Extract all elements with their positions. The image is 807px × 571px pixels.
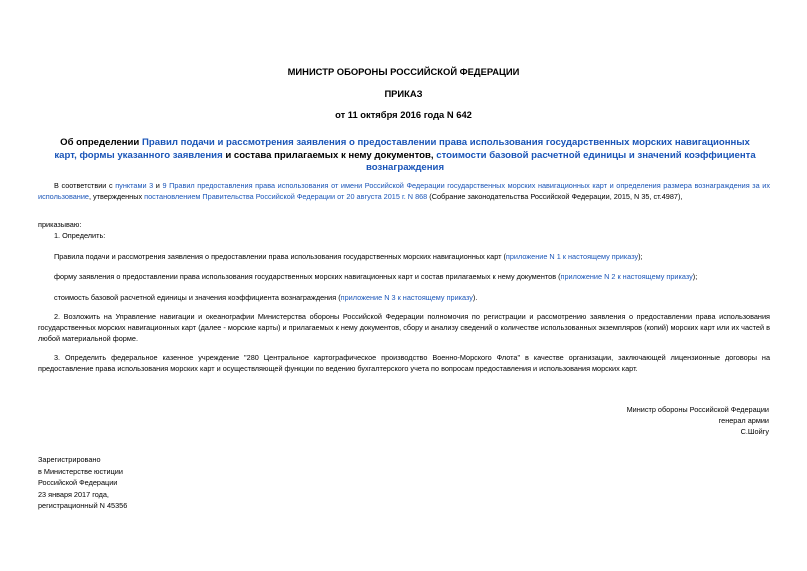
title-link-rules[interactable]: Правил подачи и рассмотрения заявления о предоставлении права использования государственных морских навигационных карт, формы указанного заявления xyxy=(54,137,750,161)
appendix3-link[interactable]: приложение N 3 к настоящему приказу xyxy=(340,293,473,302)
minister-heading: МИНИСТР ОБОРОНЫ РОССИЙСКОЙ ФЕДЕРАЦИИ xyxy=(287,66,520,77)
item1-c-text: стоимость базовой расчетной единицы и значения коэффициента вознаграждения ( xyxy=(54,293,341,302)
preamble-link-p9[interactable]: 9 xyxy=(162,181,167,190)
appendix2-link[interactable]: приложение N 2 к настоящему приказу xyxy=(560,272,693,281)
item1-b xyxy=(54,271,697,282)
registration-line4: 23 января 2017 года, xyxy=(38,489,109,499)
item1-c xyxy=(54,292,477,303)
title-mid: и состава прилагаемых к нему документов, xyxy=(222,149,437,161)
preamble-text: , утвержденных xyxy=(88,192,145,201)
preamble-link-decree[interactable]: постановлением Правительства Российской Федерации от 20 августа 2015 г. N 868 xyxy=(144,192,428,201)
registration-line3: Российской Федерации xyxy=(38,478,118,487)
signature-rank: генерал армии xyxy=(718,416,769,425)
doc-type-heading: ПРИКАЗ xyxy=(384,88,423,99)
preamble-text: (Собрание законодательства Российской Федерации, 2015, N 35, ст.4987), xyxy=(427,192,683,201)
registration-line2: в Министерстве юстиции xyxy=(38,466,123,476)
signature-title: Министр обороны Российской Федерации xyxy=(626,405,769,414)
item3-paragraph: 3. Определить федеральное казенное учреждение "280 Центральное картографическое производство Военно-Морского Флота" в качестве организации, заключающей лицензионные договоры на предоставление права использования морских карт и осуществляющей функции по ведению бухгалтерского учета по вопросам предоставления и использования морских карт. xyxy=(38,353,770,373)
document-title xyxy=(50,137,760,175)
registration-line5: регистрационный N 45356 xyxy=(38,501,128,510)
registration-line1: Зарегистрировано xyxy=(38,455,101,464)
item2-paragraph: 2. Возложить на Управление навигации и океанографии Министерства обороны Российской Федерации полномочия по регистрации и рассмотрению заявления о предоставлении права использования государственных морских навигационных карт (далее - морские карты) и прилагаемых к нему документов, сбору и анализу сведений о количестве использованных экземпляров (копий) морских карт или их частей в любой материальной форме. xyxy=(38,312,770,343)
preamble-text: и xyxy=(153,181,163,190)
preamble-text: В соответствии с xyxy=(54,181,116,190)
preamble xyxy=(38,180,770,202)
item1-b-end: ); xyxy=(692,272,698,281)
signature-name: С.Шойгу xyxy=(740,427,769,436)
item1-a-text: Правила подачи и рассмотрения заявления о предоставлении права использования государственных морских навигационных карт ( xyxy=(54,252,506,261)
item1-label: 1. Определить: xyxy=(54,231,106,240)
preamble-link-rules[interactable]: Правил предоставления права использования от имени Российской Федерации государственных морских навигационных карт и определения размера вознаграждения за их использование xyxy=(38,181,771,201)
title-prefix: Об определении xyxy=(60,137,142,148)
appendix1-link[interactable]: приложение N 1 к настоящему приказу xyxy=(505,252,639,261)
item1-b-text: форму заявления о предоставлении права использования государственных морских навигационных карт и состав прилагаемых к нему документов ( xyxy=(54,272,561,281)
orders-word: приказываю: xyxy=(38,220,82,229)
preamble-link-p3[interactable]: пунктами 3 xyxy=(115,181,154,190)
item1-a xyxy=(54,251,643,262)
title-link-cost[interactable]: стоимости базовой расчетной единицы и значений коэффициента вознаграждения xyxy=(365,149,756,173)
item1-c-end: ). xyxy=(472,293,478,302)
doc-date-number: от 11 октября 2016 года N 642 xyxy=(335,109,472,120)
item1-a-end: ); xyxy=(638,252,643,261)
